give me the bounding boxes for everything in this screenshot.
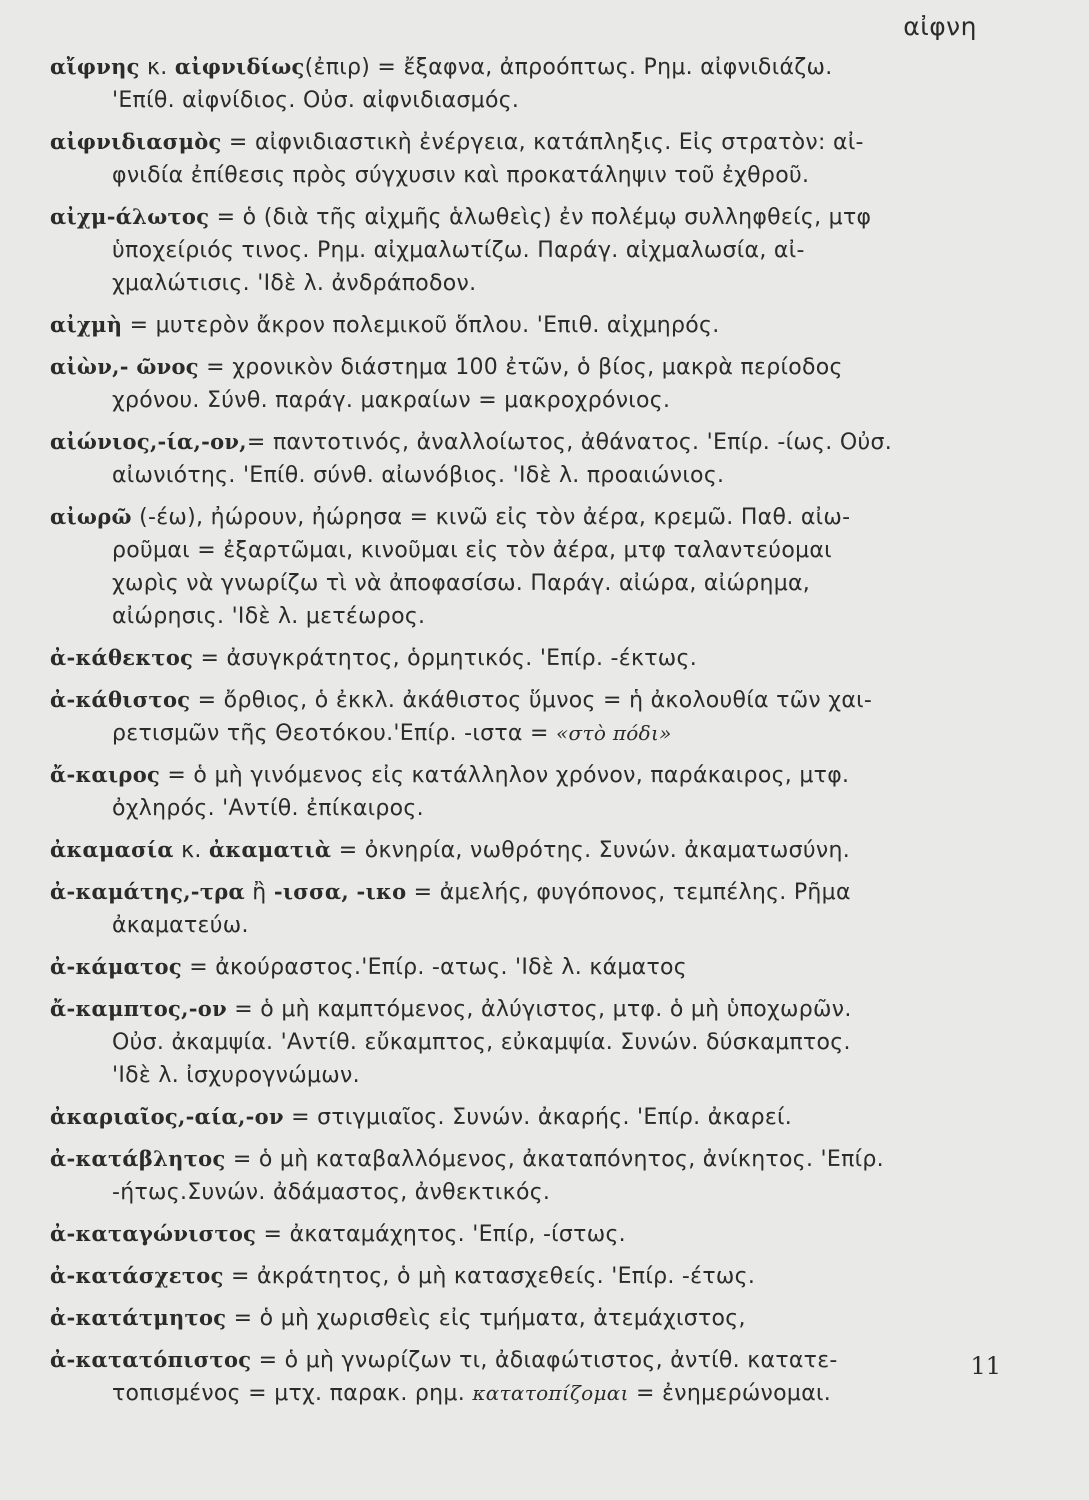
dictionary-entry: ἄ-καιρος = ὁ μὴ γινόμενος εἰς κατάλληλον χρόνον, παράκαιρος, μτφ. ὀχληρός. 'Αντίθ. ἐπίκαιρος.	[50, 758, 1020, 825]
dictionary-entry: αἰχμὴ = μυτερὸν ἄκρον πολεμικοῦ ὅπλου. 'Επιθ. αἰχμηρός.	[50, 312, 720, 338]
headword: αἰὼν,- ῶνος	[50, 354, 199, 379]
headword: ἀ-κατάσχετος	[50, 1263, 224, 1288]
entry-continuation: ρετισμῶν τῆς Θεοτόκου.'Επίρ. -ιστα = «στὸ πόδι»	[112, 721, 672, 746]
headword: αἰφνιδιασμὸς	[50, 129, 222, 154]
headword: ἀκαριαῖος,-αία,-ον	[50, 1104, 284, 1129]
entry-continuation: -ήτως.Συνών. ἀδάμαστος, ἀνθεκτικός.	[112, 1180, 551, 1205]
dictionary-entry: ἀ-κάθιστος = ὄρθιος, ὁ ἐκκλ. ἀκάθιστος ὕμνος = ἡ ἀκολουθία τῶν χαι- ρετισμῶν τῆς Θεοτόκου.'Επίρ. -ιστα = «στὸ πόδι»	[50, 683, 1020, 750]
colloquial-gloss: «στὸ πόδι»	[556, 721, 672, 745]
entry-continuation: ροῦμαι = ἐξαρτῶμαι, κινοῦμαι εἰς τὸν ἀέρα, μτφ ταλαντεύομαι	[112, 538, 832, 563]
dictionary-entry: ἀ-κατάβλητος = ὁ μὴ καταβαλλόμενος, ἀκαταπόνητος, ἀνίκητος. 'Επίρ. -ήτως.Συνών. ἀδάμαστος, ἀνθεκτικός.	[50, 1142, 1020, 1209]
headword: ἀκαμασία	[50, 837, 174, 862]
entry-continuation: αἰώρησις. 'Ιδὲ λ. μετέωρος.	[112, 604, 426, 629]
headword: αἰχμὴ	[50, 312, 123, 337]
headword: ἀ-κατατόπιστος	[50, 1347, 252, 1372]
entry-continuation: ἀκαματεύω.	[112, 913, 249, 938]
entry-continuation: χμαλώτισις. 'Ιδὲ λ. ἀνδράποδον.	[112, 271, 477, 296]
headword-variant: ἀκαματιὰ	[208, 837, 332, 862]
entry-continuation: Οὐσ. ἀκαμψία. 'Αντίθ. εὔκαμπτος, εὐκαμψία. Συνών. δύσκαμπτος.	[112, 1030, 851, 1055]
headword: ἀ-κατάβλητος	[50, 1146, 226, 1171]
dictionary-entry: αἰωρῶ (-έω), ἠώρουν, ἠώρησα = κινῶ εἰς τὸν ἀέρα, κρεμῶ. Παθ. αἰω- ροῦμαι = ἐξαρτῶμαι, κινοῦμαι εἰς τὸν ἀέρα, μτφ ταλαντεύομαι χωρὶς νὰ γνωρίζω τὶ νὰ ἀποφασίσω. Παράγ. αἰώρα, αἰώρημα, αἰώρησις. 'Ιδὲ λ. μετέωρος.	[50, 500, 1020, 633]
entry-continuation: 'Ιδὲ λ. ἰσχυρογνώμων.	[112, 1063, 360, 1088]
headword: ἀ-κατάτμητος	[50, 1305, 227, 1330]
dictionary-entry: αἰφνιδιασμὸς = αἰφνιδιαστικὴ ἐνέργεια, κατάπληξις. Εἰς στρατὸν: αἰ- φνιδία ἐπίθεσις πρὸς σύγχυσιν καὶ προκατάληψιν τοῦ ἐχθροῦ.	[50, 125, 1020, 192]
headword: ἀ-καταγώνιστος	[50, 1221, 257, 1246]
dictionary-entry: ἀ-κατάσχετος = ἀκράτητος, ὁ μὴ κατασχεθείς. 'Επίρ. -έτως.	[50, 1263, 756, 1289]
entry-list	[50, 50, 1020, 1418]
entry-continuation: φνιδία ἐπίθεσις πρὸς σύγχυσιν καὶ προκατάληψιν τοῦ ἐχθροῦ.	[112, 163, 810, 188]
entry-continuation: ὀχληρός. 'Αντίθ. ἐπίκαιρος.	[112, 796, 424, 821]
headword: ἀ-καμάτης,-τρα	[50, 879, 245, 904]
headword: αἰχμ-άλωτος	[50, 204, 210, 229]
dictionary-entry: αἰχμ-άλωτος = ὁ (διὰ τῆς αἰχμῆς ἁλωθεὶς) ἐν πολέμῳ συλληφθείς, μτφ ὑποχείριός τινος. Ρημ. αἰχμαλωτίζω. Παράγ. αἰχμαλωσία, αἰ- χμαλώτισις. 'Ιδὲ λ. ἀνδράποδον.	[50, 200, 1020, 300]
dictionary-entry: ἄ-καμπτος,-ον = ὁ μὴ καμπτόμενος, ἀλύγιστος, μτφ. ὁ μὴ ὑποχωρῶν. Οὐσ. ἀκαμψία. 'Αντίθ. εὔκαμπτος, εὐκαμψία. Συνών. δύσκαμπτος. 'Ιδὲ λ. ἰσχυρογνώμων.	[50, 992, 1020, 1092]
verb-reference: κατατοπίζομαι	[472, 1381, 629, 1405]
headword: αἰωρῶ	[50, 504, 132, 529]
page-number: 11	[970, 1352, 1001, 1380]
dictionary-entry: ἀ-κάθεκτος = ἀσυγκράτητος, ὁρμητικός. 'Επίρ. -έκτως.	[50, 645, 697, 671]
headword: ἀ-κάματος	[50, 954, 182, 979]
headword: αἰώνιος,-ία,-ον,	[50, 429, 247, 454]
entry-continuation: αἰωνιότης. 'Επίθ. σύνθ. αἰωνόβιος. 'Ιδὲ λ. προαιώνιος.	[112, 463, 725, 488]
headword: ἄ-καιρος	[50, 762, 161, 787]
dictionary-entry: αἴφνης κ. αἰφνιδίως(ἐπιρ) = ἔξαφνα, ἀπροόπτως. Ρημ. αἰφνιδιάζω. 'Επίθ. αἰφνίδιος. Οὐσ. αἰφνιδιασμός.	[50, 50, 1020, 117]
headword: ἄ-καμπτος,-ον	[50, 996, 227, 1021]
headword-variant: αἰφνιδίως	[174, 54, 305, 79]
entry-continuation: τοπισμένος = μτχ. παρακ. ρημ. κατατοπίζομαι = ἐνημερώνομαι.	[112, 1381, 832, 1406]
entry-continuation: 'Επίθ. αἰφνίδιος. Οὐσ. αἰφνιδιασμός.	[112, 88, 520, 113]
dictionary-entry: ἀκαριαῖος,-αία,-ον = στιγμιαῖος. Συνών. ἀκαρής. 'Επίρ. ἀκαρεί.	[50, 1104, 793, 1130]
dictionary-entry: ἀ-καταγώνιστος = ἀκαταμάχητος. 'Επίρ, -ίστως.	[50, 1221, 626, 1247]
dictionary-entry: ἀ-κάματος = ἀκούραστος.'Επίρ. -ατως. 'Ιδὲ λ. κάματος	[50, 954, 688, 980]
dictionary-entry: αἰώνιος,-ία,-ον,= παντοτινός, ἀναλλοίωτος, ἀθάνατος. 'Επίρ. -ίως. Οὐσ. αἰωνιότης. 'Επίθ. σύνθ. αἰωνόβιος. 'Ιδὲ λ. προαιώνιος.	[50, 425, 1020, 492]
headword: αἴφνης	[50, 54, 140, 79]
running-head: αἰφνη	[903, 12, 977, 41]
dictionary-entry: αἰὼν,- ῶνος = χρονικὸν διάστημα 100 ἐτῶν, ὁ βίος, μακρὰ περίοδος χρόνου. Σύνθ. παράγ. μακραίων = μακροχρόνιος.	[50, 350, 1020, 417]
headword: ἀ-κάθιστος	[50, 687, 191, 712]
headword-variant: -ισσα, -ικο	[273, 879, 407, 904]
headword: ἀ-κάθεκτος	[50, 645, 194, 670]
dictionary-entry: ἀ-κατατόπιστος = ὁ μὴ γνωρίζων τι, ἀδιαφώτιστος, ἀντίθ. κατατε- τοπισμένος = μτχ. παρακ. ρημ. κατατοπίζομαι = ἐνημερώνομαι.	[50, 1343, 1020, 1410]
dictionary-entry: ἀκαμασία κ. ἀκαματιὰ = ὀκνηρία, νωθρότης. Συνών. ἀκαματωσύνη.	[50, 837, 851, 863]
dictionary-entry: ἀ-καμάτης,-τρα ἢ -ισσα, -ικο = ἀμελής, φυγόπονος, τεμπέλης. Ρῆμα ἀκαματεύω.	[50, 875, 1020, 942]
entry-continuation: χρόνου. Σύνθ. παράγ. μακραίων = μακροχρόνιος.	[112, 388, 671, 413]
entry-continuation: χωρὶς νὰ γνωρίζω τὶ νὰ ἀποφασίσω. Παράγ. αἰώρα, αἰώρημα,	[112, 571, 811, 596]
entry-continuation: ὑποχείριός τινος. Ρημ. αἰχμαλωτίζω. Παράγ. αἰχμαλωσία, αἰ-	[112, 238, 805, 263]
dictionary-entry: ἀ-κατάτμητος = ὁ μὴ χωρισθεὶς εἰς τμήματα, ἀτεμάχιστος,	[50, 1305, 746, 1331]
